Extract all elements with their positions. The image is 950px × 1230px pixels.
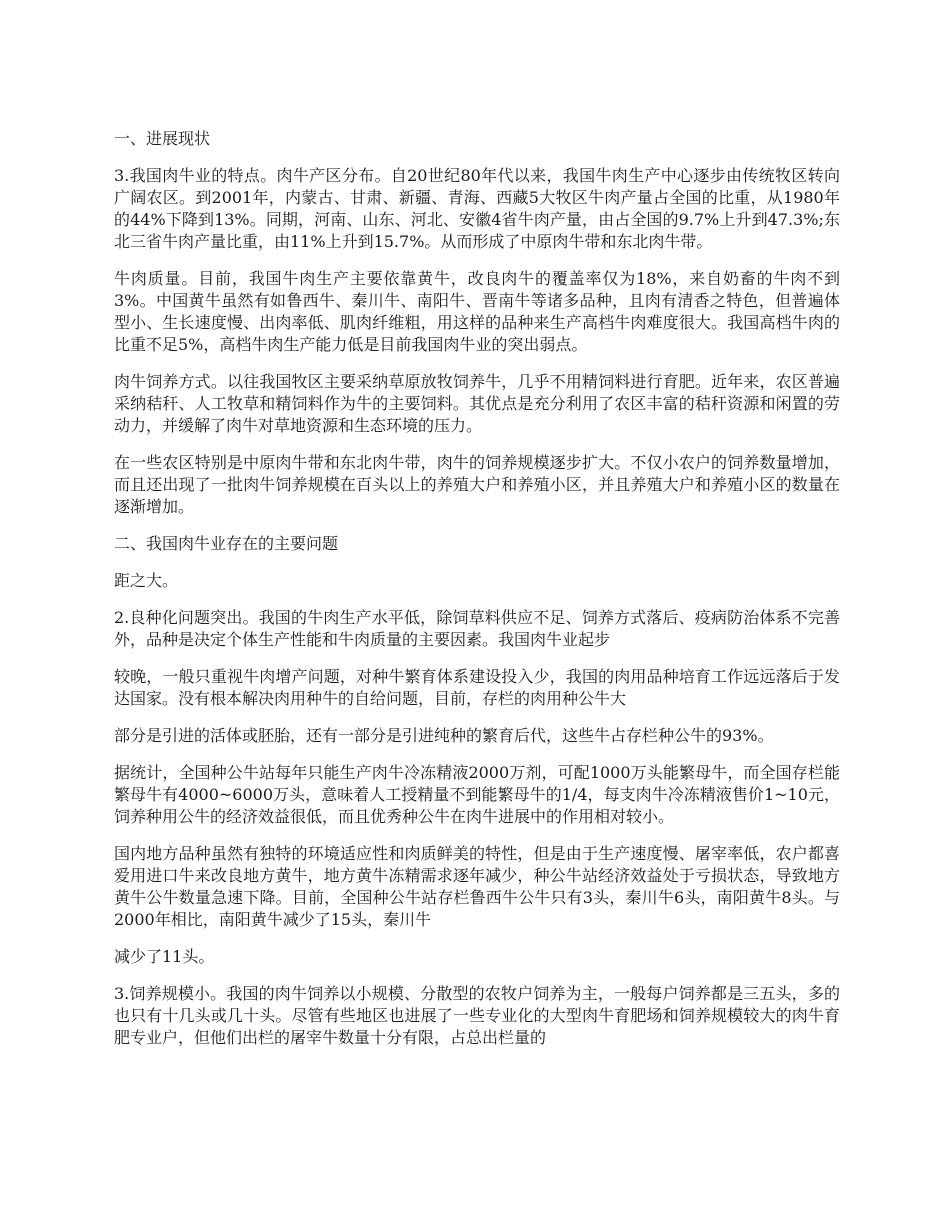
paragraph-breeding-continued: 较晚，一般只重视牛肉增产问题，对种牛繁育体系建设投入少，我国的肉用品种培育工作远远落后于发达国家。没有根本解决肉用种牛的自给问题，目前，存栏的肉用种公牛大 [114, 667, 840, 708]
section-heading-problems: 二、我国肉牛业存在的主要问题 [114, 534, 339, 553]
paragraph-imported-bulls: 部分是引进的活体或胚胎，还有一部分是引进纯种的繁育后代，这些牛占存栏种公牛的93%。 [114, 726, 774, 745]
paragraph-feeding-method: 肉牛饲养方式。以往我国牧区主要采纳草原放牧饲养牛，几乎不用精饲料进行育肥。近年来，农区普遍采纳秸秆、人工牧草和精饲料作为牛的主要饲料。其优点是充分利用了农区丰富的秸秆资源和闲置的劳动力，并缓解了肉牛对草地资源和生态环境的压力。 [114, 372, 840, 435]
paragraph-breeding-issue: 2.良种化问题突出。我国的牛肉生产水平低，除饲草料供应不足、饲养方式落后、疫病防治体系不完善外，品种是决定个体生产性能和牛肉质量的主要因素。我国肉牛业起步 [114, 608, 840, 649]
paragraph-small-scale: 3.饲养规模小。我国的肉牛饲养以小规模、分散型的农牧户饲养为主，一般每户饲养都是三五头，多的也只有十几头或几十头。尽管有些地区也进展了一些专业化的大型肉牛育肥场和饲养规模较大的肉牛育肥专业户，但他们出栏的屠宰牛数量十分有限，占总出栏量的 [114, 984, 840, 1047]
paragraph-local-breeds: 国内地方品种虽然有独特的环境适应性和肉质鲜美的特性，但是由于生产速度慢、屠宰率低，农户都喜爱用进口牛来改良地方黄牛，地方黄牛冻精需求逐年减少，种公牛站经济效益处于亏损状态，导致地方黄牛公牛数量急速下降。目前，全国种公牛站存栏鲁西牛公牛只有3头，秦川牛6头，南阳黄牛8头。与2000年相比，南阳黄牛减少了15头，秦川牛 [114, 844, 840, 929]
paragraph-farming-scale: 在一些农区特别是中原肉牛带和东北肉牛带，肉牛的饲养规模逐步扩大。不仅小农户的饲养数量增加，而且还出现了一批肉牛饲养规模在百头以上的养殖大户和养殖小区，并且养殖大户和养殖小区的数量在逐渐增加。 [114, 453, 840, 516]
section-heading-progress: 一、进展现状 [114, 129, 211, 148]
paragraph-characteristics: 3.我国肉牛业的特点。肉牛产区分布。自20世纪80年代以来，我国牛肉生产中心逐步由传统牧区转向广阔农区。到2001年，内蒙古、甘肃、新疆、青海、西藏5大牧区牛肉产量占全国的比重，从1980年的44%下降到13%。同期，河南、山东、河北、安徽4省牛肉产量，由占全国的9.7%上升到47.3%;东北三省牛肉产量比重，由11%上升到15.7%。从而形成了中原肉牛带和东北肉牛带。 [114, 166, 840, 251]
paragraph-beef-quality: 牛肉质量。目前，我国牛肉生产主要依靠黄牛，改良肉牛的覆盖率仅为18%，来自奶畜的牛肉不到3%。中国黄牛虽然有如鲁西牛、秦川牛、南阳牛、晋南牛等诸多品种，且肉有清香之特色，但普遍体型小、生长速度慢、出肉率低、肌肉纤维粗，用这样的品种来生产高档牛肉难度很大。我国高档牛肉的比重不足5%，高档牛肉生产能力低是目前我国肉牛业的突出弱点。 [114, 269, 840, 354]
paragraph-statistics: 据统计，全国种公牛站每年只能生产肉牛冷冻精液2000万剂，可配1000万头能繁母牛，而全国存栏能繁母牛有4000~6000万头，意味着人工授精量不到能繁母牛的1/4，每支肉牛冷冻精液售价1~10元，饲养种用公牛的经济效益很低，而且优秀种公牛在肉牛进展中的作用相对较小。 [114, 763, 840, 826]
paragraph-fragment: 距之大。 [114, 571, 179, 590]
paragraph-local-breeds-end: 减少了11头。 [114, 947, 215, 966]
document-body [114, 128, 840, 1064]
